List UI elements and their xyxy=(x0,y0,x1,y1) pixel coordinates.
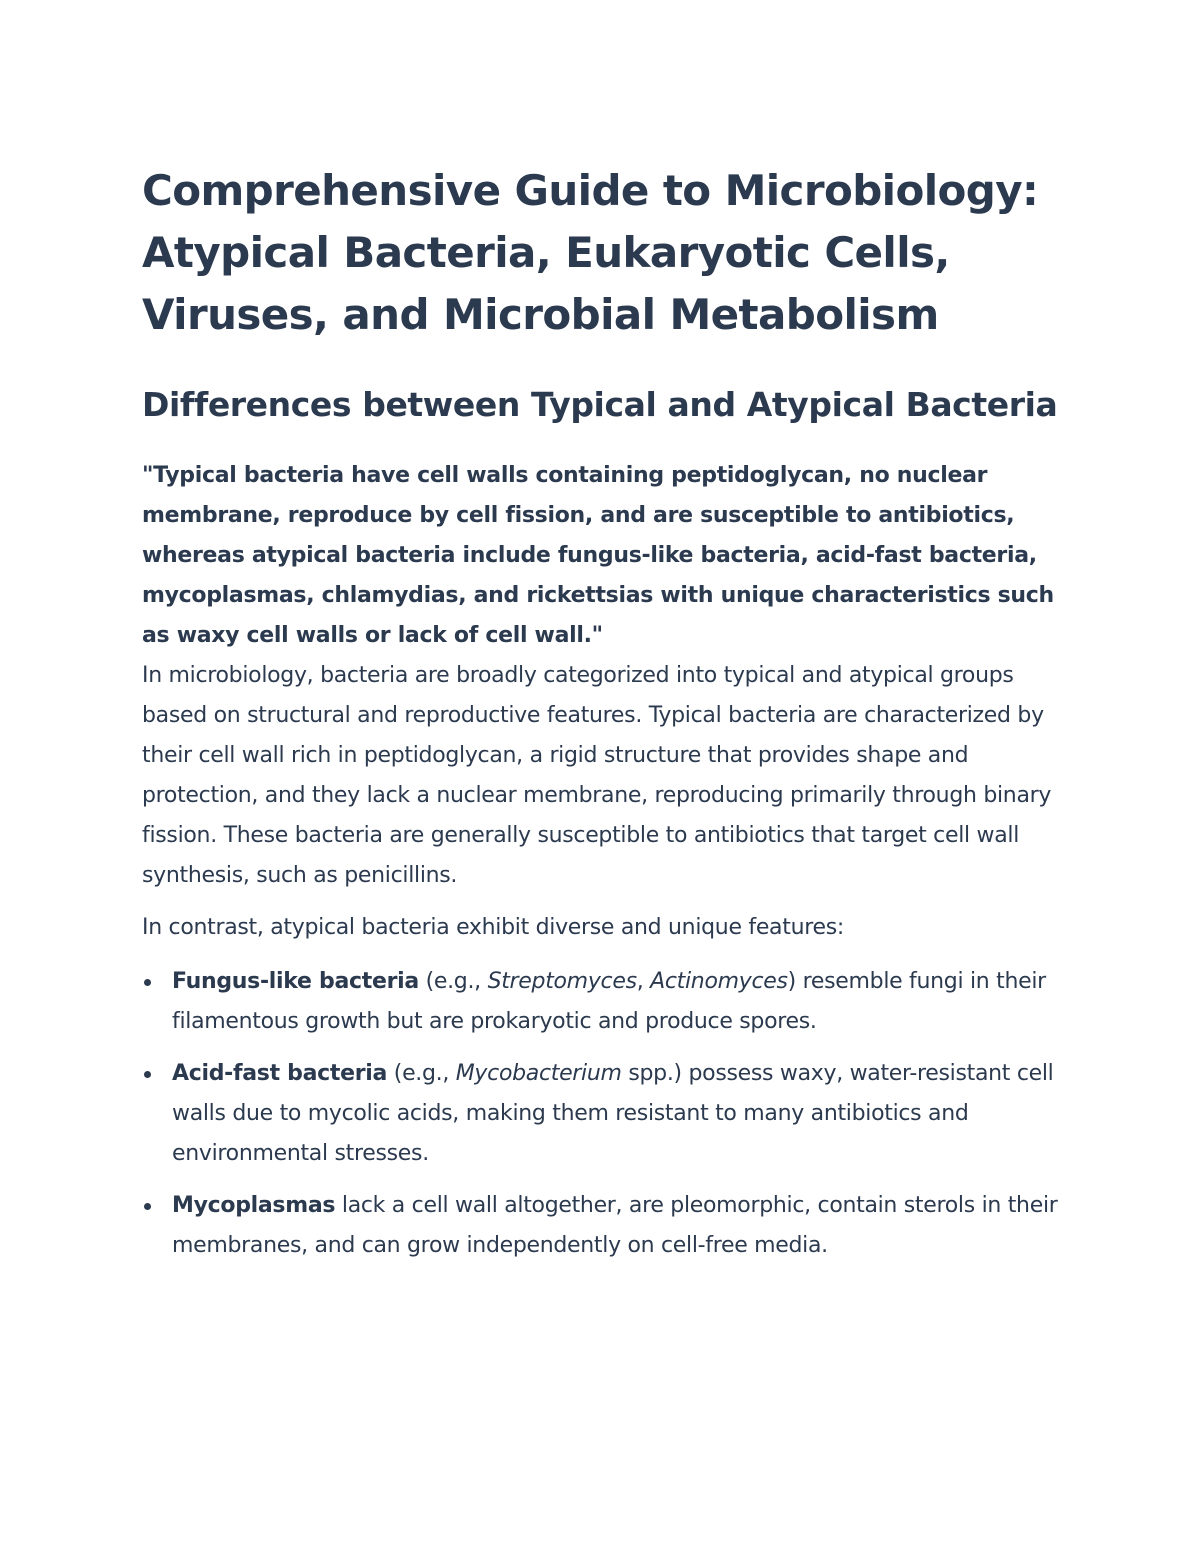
list-item-text: ) resemble fungi in their filamentous growth but are prokaryotic and produce spores. xyxy=(172,969,1046,1034)
list-item-text: (e.g., xyxy=(387,1061,456,1086)
list-item xyxy=(142,1054,1062,1174)
species-name: Actinomyces xyxy=(650,969,788,994)
list-item xyxy=(142,962,1062,1042)
list-item-term: Fungus-like bacteria xyxy=(172,969,419,994)
list-item xyxy=(142,1186,1062,1266)
atypical-bacteria-list xyxy=(142,962,1062,1266)
bullet-icon xyxy=(144,1203,151,1210)
body-paragraph: In microbiology, bacteria are broadly categorized into typical and atypical groups based on structural and reproductive features. Typical bacteria are characterized by their cell wall rich in peptidoglycan, a rigid structure that provides shape and protection, and they lack a nuclear membrane, reproducing primarily through binary fission. These bacteria are generally susceptible to antibiotics that target cell wall synthesis, such as penicillins. xyxy=(142,663,1052,888)
list-item-text: lack a cell wall altogether, are pleomorphic, contain sterols in their membranes, and can grow independently on cell-free media. xyxy=(172,1193,1058,1258)
list-item-text: , xyxy=(636,969,651,994)
species-name: Mycobacterium xyxy=(455,1061,622,1086)
bullet-icon xyxy=(144,1071,151,1078)
section-heading: Differences between Typical and Atypical Bacteria xyxy=(142,385,1058,424)
document-title: Comprehensive Guide to Microbiology: Atypical Bacteria, Eukaryotic Cells, Viruses, and Microbial Metabolism xyxy=(142,166,1039,339)
quote-paragraph: "Typical bacteria have cell walls containing peptidoglycan, no nuclear membrane, reproduce by cell fission, and are susceptible to antibiotics, whereas atypical bacteria include fungus-like bacteria, acid-fast bacteria, mycoplasmas, chlamydias, and rickettsias with unique characteristics such as waxy cell walls or lack of cell wall." xyxy=(142,463,1054,648)
list-item-text: (e.g., xyxy=(418,969,488,994)
list-item-text: spp.) possess waxy, water-resistant cell walls due to mycolic acids, making them resistant to many antibiotics and environmental stresses. xyxy=(172,1061,1054,1166)
list-intro-paragraph: In contrast, atypical bacteria exhibit diverse and unique features: xyxy=(142,915,844,940)
species-name: Streptomyces xyxy=(487,969,637,994)
bullet-icon xyxy=(144,979,151,986)
list-item-term: Acid-fast bacteria xyxy=(172,1061,388,1086)
list-item-term: Mycoplasmas xyxy=(172,1193,336,1218)
document-page xyxy=(142,160,1062,1278)
